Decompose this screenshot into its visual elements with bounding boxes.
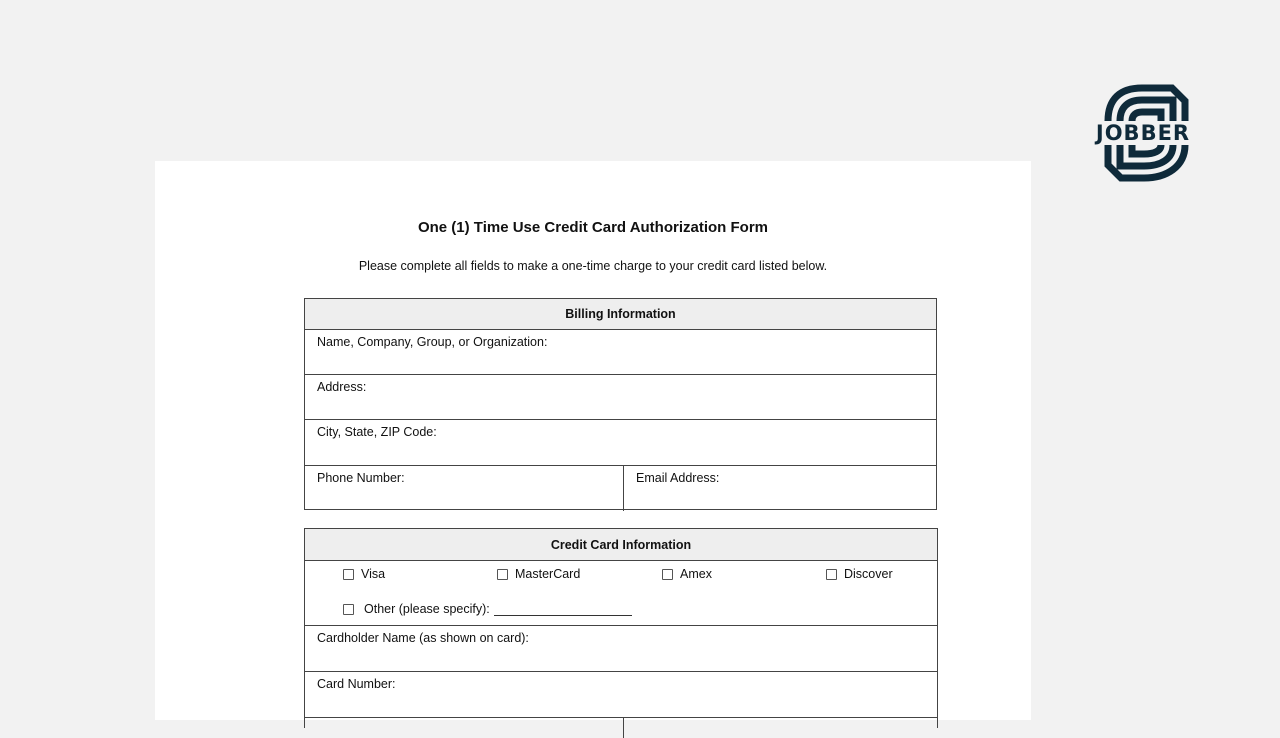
cardholder-name-row[interactable]	[305, 626, 937, 672]
cardholder-name-label: Cardholder Name (as shown on card):	[317, 631, 529, 645]
card-option-amex[interactable]	[662, 567, 712, 581]
credit-card-information-table	[304, 528, 938, 728]
card-option-label: Amex	[680, 567, 712, 581]
card-number-row[interactable]	[305, 672, 937, 718]
svg-text:JOBBER: JOBBER	[1095, 121, 1191, 145]
address-field-row[interactable]	[305, 375, 936, 420]
card-option-label: MasterCard	[515, 567, 581, 581]
email-field[interactable]	[623, 466, 936, 511]
billing-header: Billing Information	[305, 299, 936, 330]
card-option-discover[interactable]	[826, 567, 893, 581]
credit-card-header: Credit Card Information	[305, 529, 937, 561]
phone-field-label: Phone Number:	[317, 471, 405, 485]
other-specify-blank[interactable]	[494, 603, 632, 616]
checkbox-other[interactable]	[343, 604, 354, 615]
form-title: One (1) Time Use Credit Card Authorization Form	[417, 219, 769, 236]
card-detail-left[interactable]	[305, 718, 623, 738]
card-number-label: Card Number:	[317, 677, 396, 691]
city-state-zip-field-label: City, State, ZIP Code:	[317, 425, 437, 439]
billing-information-table	[304, 298, 937, 510]
card-option-other[interactable]	[343, 602, 632, 616]
document-page	[155, 161, 1031, 720]
card-option-label: Visa	[361, 567, 386, 581]
checkbox-amex[interactable]	[662, 569, 673, 580]
checkbox-discover[interactable]	[826, 569, 837, 580]
form-subtitle: Please complete all fields to make a one-time charge to your credit card listed below.	[358, 259, 828, 273]
card-option-visa[interactable]	[343, 567, 385, 581]
checkbox-visa[interactable]	[343, 569, 354, 580]
card-detail-right[interactable]	[623, 718, 937, 738]
jobber-logo-icon	[1086, 83, 1200, 183]
phone-field[interactable]	[305, 466, 623, 511]
card-option-label: Discover	[844, 567, 893, 581]
jobber-logo	[1086, 83, 1200, 183]
card-type-options	[305, 561, 937, 626]
phone-email-row	[305, 466, 936, 511]
checkbox-mastercard[interactable]	[497, 569, 508, 580]
card-option-other-label: Other (please specify):	[364, 602, 490, 616]
city-state-zip-field-row[interactable]	[305, 420, 936, 466]
name-field-label: Name, Company, Group, or Organization:	[317, 335, 548, 349]
email-field-label: Email Address:	[636, 471, 720, 485]
address-field-label: Address:	[317, 380, 367, 394]
name-field-row[interactable]	[305, 330, 936, 375]
card-option-mastercard[interactable]	[497, 567, 580, 581]
card-details-row	[305, 718, 937, 738]
